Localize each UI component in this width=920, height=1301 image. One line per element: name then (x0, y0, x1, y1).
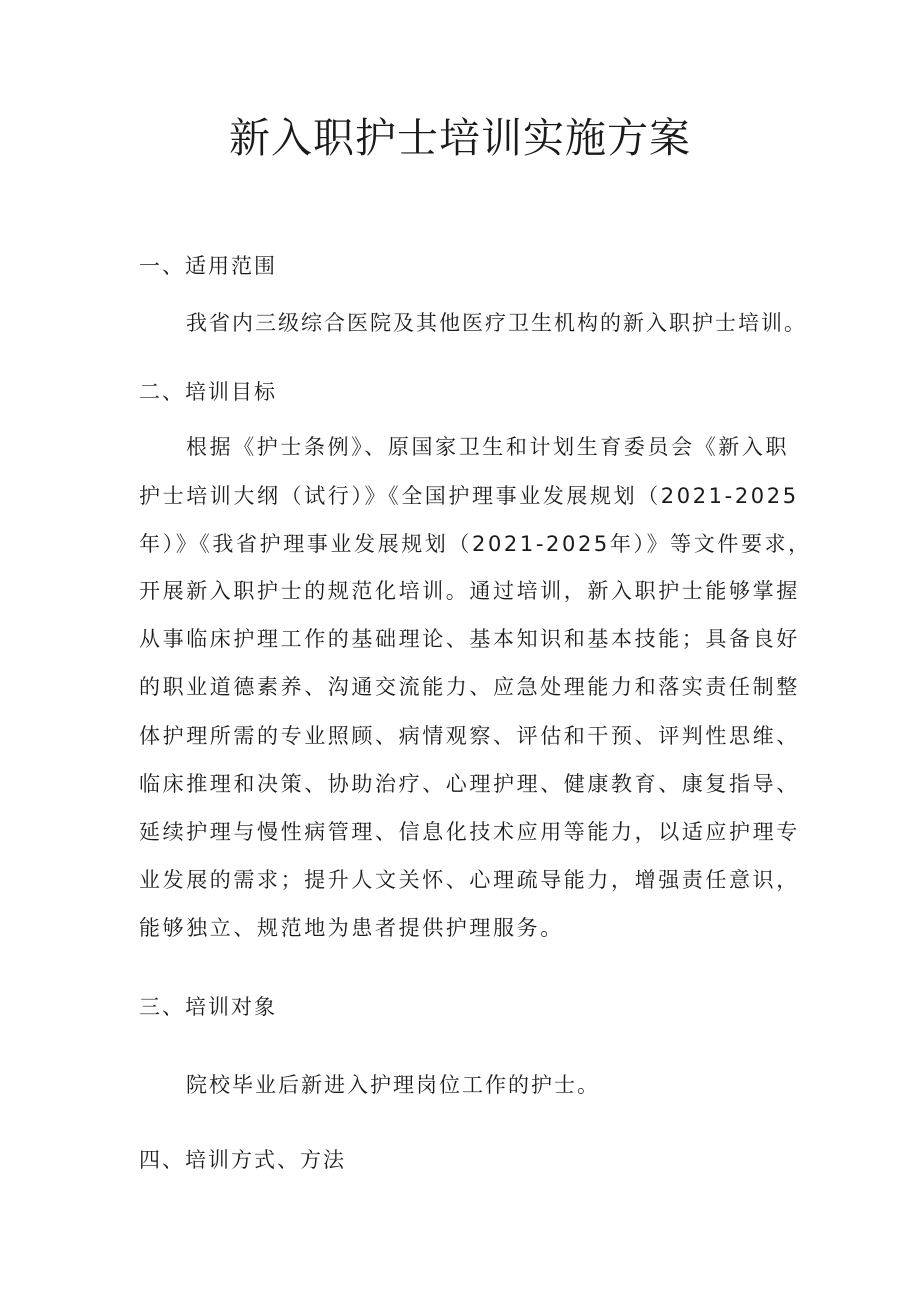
section-heading-goals: 二、培训目标 (139, 380, 277, 404)
paragraph-line: 根据《护士条例》、原国家卫生和计划生育委员会《新入职 (186, 435, 790, 459)
document-title: 新入职护士培训实施方案 (229, 114, 691, 162)
paragraph-line: 年）》《我省护理事业发展规划（2021-2025年）》等文件要求， (139, 532, 812, 556)
paragraph-line: 开展新入职护士的规范化培训。通过培训，新入职护士能够掌握 (139, 579, 800, 603)
paragraph-line: 从事临床护理工作的基础理论、基本知识和基本技能；具备良好 (139, 627, 800, 651)
paragraph-line: 我省内三级综合医院及其他医疗卫生机构的新入职护士培训。 (186, 311, 807, 335)
section-heading-methods: 四、培训方式、方法 (139, 1148, 346, 1172)
paragraph-line: 能够独立、规范地为患者提供护理服务。 (139, 916, 564, 940)
paragraph-line: 体护理所需的专业照顾、病情观察、评估和干预、评判性思维、 (139, 724, 800, 748)
section-heading-target: 三、培训对象 (139, 995, 277, 1019)
paragraph-line: 的职业道德素养、沟通交流能力、应急处理能力和落实责任制整 (139, 675, 800, 699)
paragraph-line: 业发展的需求；提升人文关怀、心理疏导能力，增强责任意识， (139, 868, 800, 892)
paragraph-line: 延续护理与慢性病管理、信息化技术应用等能力，以适应护理专 (139, 820, 800, 844)
paragraph-line: 临床推理和决策、协助治疗、心理护理、健康教育、康复指导、 (139, 772, 800, 796)
section-heading-scope: 一、适用范围 (139, 254, 277, 278)
paragraph-line: 院校毕业后新进入护理岗位工作的护士。 (186, 1073, 600, 1097)
paragraph-line: 护士培训大纲（试行）》《全国护理事业发展规划（2021-2025 (139, 484, 799, 508)
